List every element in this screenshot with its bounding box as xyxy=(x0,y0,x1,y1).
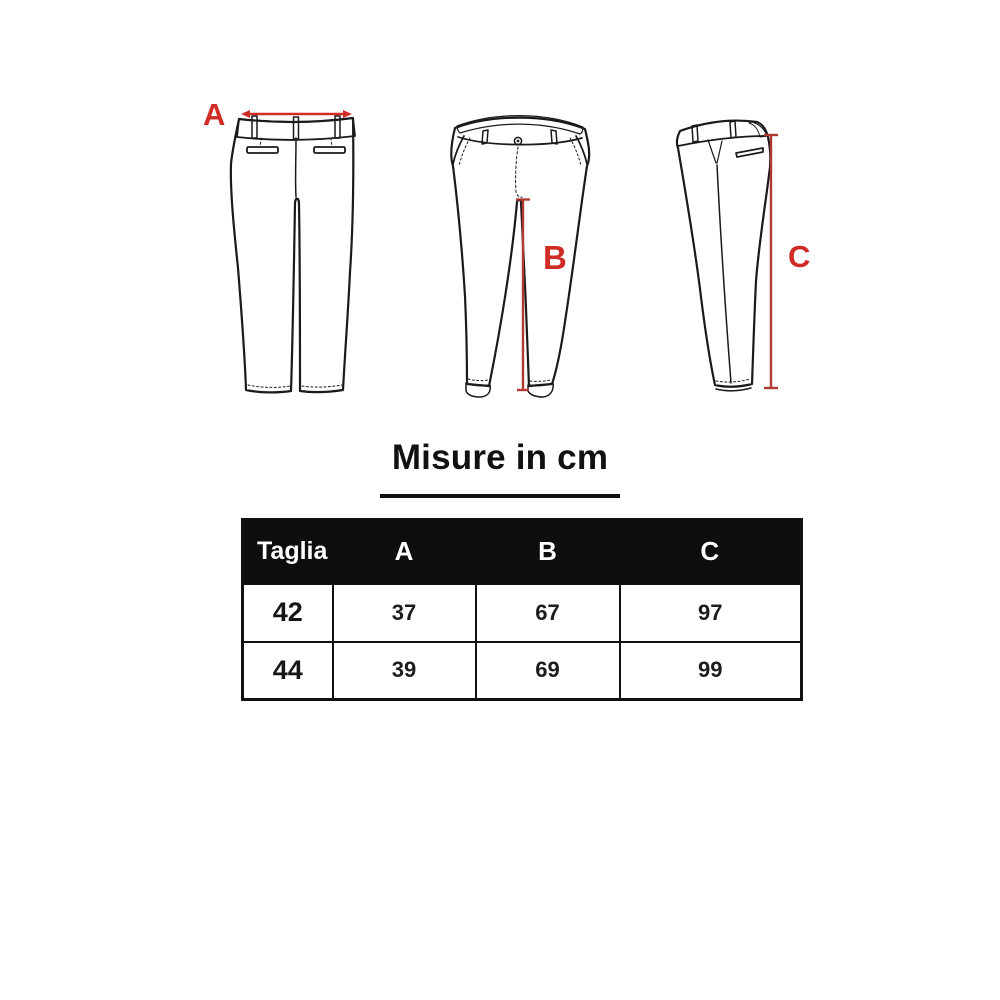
size-table xyxy=(241,518,803,701)
measure-value-b: 67 xyxy=(476,584,620,642)
back-pocket-welt xyxy=(736,148,763,157)
hem-stitch xyxy=(302,385,342,387)
pants-front-view-drawing xyxy=(430,100,610,420)
fly-stitch xyxy=(516,147,522,197)
title-underline xyxy=(380,494,620,498)
side-pocket-opening xyxy=(576,136,587,164)
measure-value-c: 99 xyxy=(620,642,802,700)
table-row-size-42 xyxy=(243,584,802,642)
pants-back-outline xyxy=(231,118,354,392)
measure-value-b: 69 xyxy=(476,642,620,700)
leg-crease xyxy=(717,165,731,383)
measurement-label-c: C xyxy=(788,239,811,274)
size-value: 42 xyxy=(243,584,333,642)
size-value: 44 xyxy=(243,642,333,700)
measure-value-a: 39 xyxy=(333,642,476,700)
side-pocket-opening xyxy=(453,136,464,164)
table-row-size-44 xyxy=(243,642,802,700)
header-taglia: Taglia xyxy=(243,520,333,584)
header-measure-c: C xyxy=(620,520,802,584)
header-measure-b: B xyxy=(476,520,620,584)
hem-stitch xyxy=(716,379,750,382)
belt-loop xyxy=(551,130,557,144)
measure-value-c: 97 xyxy=(620,584,802,642)
page-title: Misure in cm xyxy=(391,438,609,477)
dart-stitch xyxy=(331,138,332,147)
table-header-row xyxy=(243,520,802,584)
dart-line xyxy=(717,141,722,163)
waist-button-center xyxy=(517,140,520,143)
back-pocket-welt xyxy=(314,147,345,153)
dart-line xyxy=(708,140,716,163)
pants-side-outline xyxy=(677,121,770,387)
belt-loop xyxy=(252,116,257,138)
hem-stitch xyxy=(530,380,551,381)
side-length-measure-line-icon xyxy=(764,135,778,388)
belt-loop xyxy=(294,117,299,139)
header-measure-a: A xyxy=(333,520,476,584)
measurement-label-b: B xyxy=(543,239,567,276)
measurement-label-a: A xyxy=(203,97,226,132)
hem-stitch xyxy=(248,385,290,387)
measure-value-a: 37 xyxy=(333,584,476,642)
cuff-line xyxy=(716,388,751,391)
back-waistband xyxy=(237,118,355,140)
belt-loop xyxy=(730,121,736,138)
pants-back-view-drawing xyxy=(200,90,380,410)
back-pocket-welt xyxy=(247,147,278,153)
hem-stitch xyxy=(468,379,488,381)
pants-front-outline xyxy=(451,118,589,386)
title-section xyxy=(0,438,1000,508)
